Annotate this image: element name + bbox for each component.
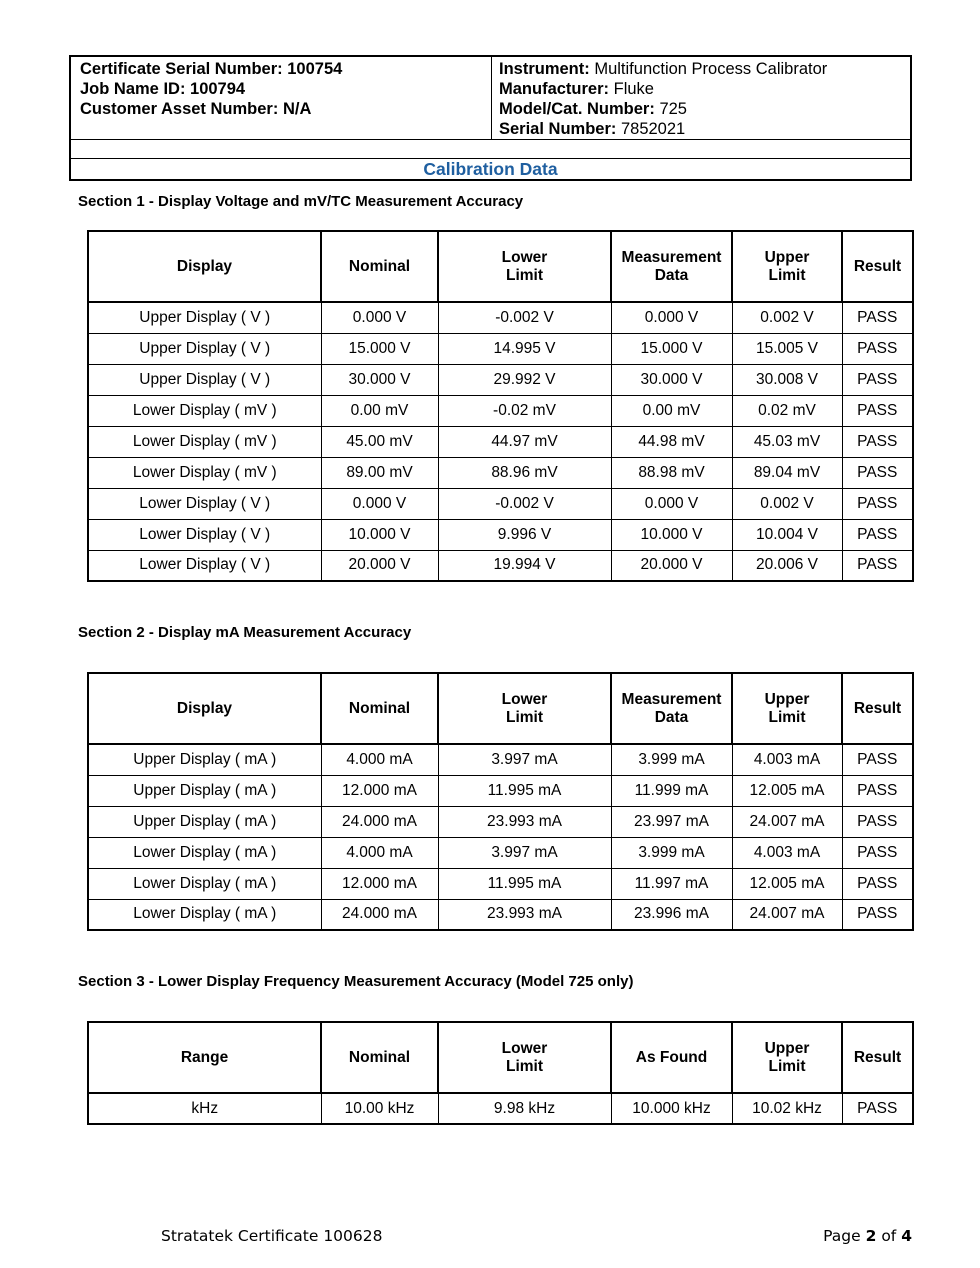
- table-cell: 30.000 V: [611, 364, 732, 395]
- model-number: Model/Cat. Number: 725: [499, 100, 687, 118]
- table-cell: PASS: [842, 302, 913, 333]
- table-cell: Upper Display ( V ): [88, 302, 321, 333]
- table-cell: PASS: [842, 333, 913, 364]
- table-cell: 12.005 mA: [732, 775, 842, 806]
- column-header: Result: [842, 1022, 913, 1093]
- table-row: [88, 457, 913, 488]
- column-header: Upper Limit: [732, 673, 842, 744]
- table-cell: 11.997 mA: [611, 868, 732, 899]
- table-cell: PASS: [842, 519, 913, 550]
- table-cell: 0.000 V: [321, 488, 438, 519]
- table-cell: Upper Display ( mA ): [88, 775, 321, 806]
- job-name-id: Job Name ID: 100794: [80, 80, 246, 98]
- table-cell: 89.00 mV: [321, 457, 438, 488]
- table-row: [88, 1093, 913, 1124]
- table-header-row: [88, 231, 913, 302]
- table-cell: 3.999 mA: [611, 744, 732, 775]
- table-cell: 24.007 mA: [732, 899, 842, 930]
- table-cell: 23.993 mA: [438, 899, 611, 930]
- column-header: Lower Limit: [438, 673, 611, 744]
- table-cell: 0.002 V: [732, 302, 842, 333]
- table-cell: 0.00 mV: [611, 395, 732, 426]
- table-row: [88, 550, 913, 581]
- table-cell: 45.00 mV: [321, 426, 438, 457]
- table-cell: PASS: [842, 426, 913, 457]
- table-cell: 19.994 V: [438, 550, 611, 581]
- table-cell: PASS: [842, 364, 913, 395]
- table-cell: -0.02 mV: [438, 395, 611, 426]
- table-cell: PASS: [842, 868, 913, 899]
- table-row: [88, 488, 913, 519]
- table-cell: 11.995 mA: [438, 868, 611, 899]
- table-cell: 10.004 V: [732, 519, 842, 550]
- table-cell: Lower Display ( V ): [88, 550, 321, 581]
- customer-asset-number: Customer Asset Number: N/A: [80, 100, 312, 118]
- table-cell: PASS: [842, 899, 913, 930]
- table-cell: 20.000 V: [611, 550, 732, 581]
- table-cell: Lower Display ( mA ): [88, 899, 321, 930]
- table-cell: 44.98 mV: [611, 426, 732, 457]
- table-cell: 24.000 mA: [321, 899, 438, 930]
- table-cell: -0.002 V: [438, 488, 611, 519]
- table-cell: 20.000 V: [321, 550, 438, 581]
- table-cell: PASS: [842, 550, 913, 581]
- table-cell: 10.00 kHz: [321, 1093, 438, 1124]
- table-cell: 12.000 mA: [321, 868, 438, 899]
- table-row: [88, 333, 913, 364]
- table-cell: 11.999 mA: [611, 775, 732, 806]
- table-cell: 11.995 mA: [438, 775, 611, 806]
- table-cell: Lower Display ( V ): [88, 488, 321, 519]
- table-cell: Upper Display ( mA ): [88, 744, 321, 775]
- table-cell: Lower Display ( V ): [88, 519, 321, 550]
- table-cell: 9.996 V: [438, 519, 611, 550]
- table-row: [88, 806, 913, 837]
- table-row: [88, 837, 913, 868]
- table-row: [88, 899, 913, 930]
- table-row: [88, 775, 913, 806]
- table-cell: Lower Display ( mV ): [88, 395, 321, 426]
- table-header-row: [88, 1022, 913, 1093]
- table-cell: Lower Display ( mV ): [88, 457, 321, 488]
- table-cell: Upper Display ( V ): [88, 333, 321, 364]
- manufacturer: Manufacturer: Fluke: [499, 80, 654, 98]
- instrument: Instrument: Multifunction Process Calibrator: [499, 60, 828, 78]
- table-cell: 88.98 mV: [611, 457, 732, 488]
- table-cell: 14.995 V: [438, 333, 611, 364]
- calibration-data-title: Calibration Data: [71, 158, 910, 179]
- table-cell: PASS: [842, 806, 913, 837]
- table-cell: Lower Display ( mA ): [88, 868, 321, 899]
- table-row: [88, 426, 913, 457]
- table-cell: -0.002 V: [438, 302, 611, 333]
- section-1-title: Section 1 - Display Voltage and mV/TC Measurement Accuracy: [78, 193, 524, 210]
- table-cell: 0.000 V: [611, 302, 732, 333]
- table-cell: kHz: [88, 1093, 321, 1124]
- table-cell: 3.997 mA: [438, 744, 611, 775]
- column-header: Nominal: [321, 231, 438, 302]
- table-cell: 30.008 V: [732, 364, 842, 395]
- table-cell: 10.000 kHz: [611, 1093, 732, 1124]
- table-cell: PASS: [842, 775, 913, 806]
- table-cell: 4.000 mA: [321, 837, 438, 868]
- table-row: [88, 302, 913, 333]
- table-cell: Upper Display ( mA ): [88, 806, 321, 837]
- table-cell: 23.996 mA: [611, 899, 732, 930]
- table-cell: 44.97 mV: [438, 426, 611, 457]
- table-cell: 4.003 mA: [732, 744, 842, 775]
- table-cell: 0.000 V: [611, 488, 732, 519]
- column-header: Display: [88, 231, 321, 302]
- table-cell: 12.000 mA: [321, 775, 438, 806]
- certificate-ids: [71, 57, 492, 139]
- table-cell: PASS: [842, 744, 913, 775]
- serial-number: Serial Number: 7852021: [499, 120, 686, 138]
- table-cell: 29.992 V: [438, 364, 611, 395]
- table-cell: 4.003 mA: [732, 837, 842, 868]
- footer-certificate: Stratatek Certificate 100628: [161, 1227, 383, 1245]
- table-cell: Upper Display ( V ): [88, 364, 321, 395]
- table-cell: 0.00 mV: [321, 395, 438, 426]
- section-3-title: Section 3 - Lower Display Frequency Measurement Accuracy (Model 725 only): [78, 973, 634, 990]
- certificate-header: [69, 55, 912, 181]
- table-cell: 10.000 V: [611, 519, 732, 550]
- section-1-table: [87, 230, 914, 582]
- table-cell: 15.005 V: [732, 333, 842, 364]
- table-cell: 3.999 mA: [611, 837, 732, 868]
- section-3-table: [87, 1021, 914, 1125]
- instrument-info: [492, 57, 912, 139]
- column-header: Upper Limit: [732, 231, 842, 302]
- table-cell: PASS: [842, 457, 913, 488]
- table-cell: 20.006 V: [732, 550, 842, 581]
- table-cell: 24.000 mA: [321, 806, 438, 837]
- table-row: [88, 519, 913, 550]
- table-cell: 45.03 mV: [732, 426, 842, 457]
- table-cell: 15.000 V: [611, 333, 732, 364]
- table-cell: 30.000 V: [321, 364, 438, 395]
- table-cell: PASS: [842, 395, 913, 426]
- table-cell: 9.98 kHz: [438, 1093, 611, 1124]
- table-cell: 12.005 mA: [732, 868, 842, 899]
- column-header: Lower Limit: [438, 231, 611, 302]
- column-header: Nominal: [321, 1022, 438, 1093]
- table-cell: 23.993 mA: [438, 806, 611, 837]
- table-cell: 0.000 V: [321, 302, 438, 333]
- column-header: As Found: [611, 1022, 732, 1093]
- column-header: Range: [88, 1022, 321, 1093]
- table-cell: PASS: [842, 488, 913, 519]
- column-header: Nominal: [321, 673, 438, 744]
- column-header: Display: [88, 673, 321, 744]
- table-header-row: [88, 673, 913, 744]
- table-cell: 89.04 mV: [732, 457, 842, 488]
- table-row: [88, 744, 913, 775]
- footer-page-number: Page 2 of 4: [823, 1227, 912, 1245]
- table-cell: PASS: [842, 1093, 913, 1124]
- table-row: [88, 395, 913, 426]
- section-2-table: [87, 672, 914, 931]
- column-header: Result: [842, 231, 913, 302]
- table-cell: Lower Display ( mV ): [88, 426, 321, 457]
- column-header: Measurement Data: [611, 231, 732, 302]
- section-2-title: Section 2 - Display mA Measurement Accuracy: [78, 624, 412, 641]
- column-header: Measurement Data: [611, 673, 732, 744]
- table-cell: 23.997 mA: [611, 806, 732, 837]
- table-cell: 0.002 V: [732, 488, 842, 519]
- table-cell: 0.02 mV: [732, 395, 842, 426]
- column-header: Lower Limit: [438, 1022, 611, 1093]
- table-cell: 24.007 mA: [732, 806, 842, 837]
- table-cell: 4.000 mA: [321, 744, 438, 775]
- table-cell: 3.997 mA: [438, 837, 611, 868]
- header-spacer-row: [71, 139, 910, 159]
- table-cell: 88.96 mV: [438, 457, 611, 488]
- table-cell: 10.000 V: [321, 519, 438, 550]
- table-cell: PASS: [842, 837, 913, 868]
- column-header: Result: [842, 673, 913, 744]
- table-row: [88, 364, 913, 395]
- table-cell: 15.000 V: [321, 333, 438, 364]
- table-cell: Lower Display ( mA ): [88, 837, 321, 868]
- table-row: [88, 868, 913, 899]
- table-cell: 10.02 kHz: [732, 1093, 842, 1124]
- column-header: Upper Limit: [732, 1022, 842, 1093]
- certificate-serial: Certificate Serial Number: 100754: [80, 60, 343, 78]
